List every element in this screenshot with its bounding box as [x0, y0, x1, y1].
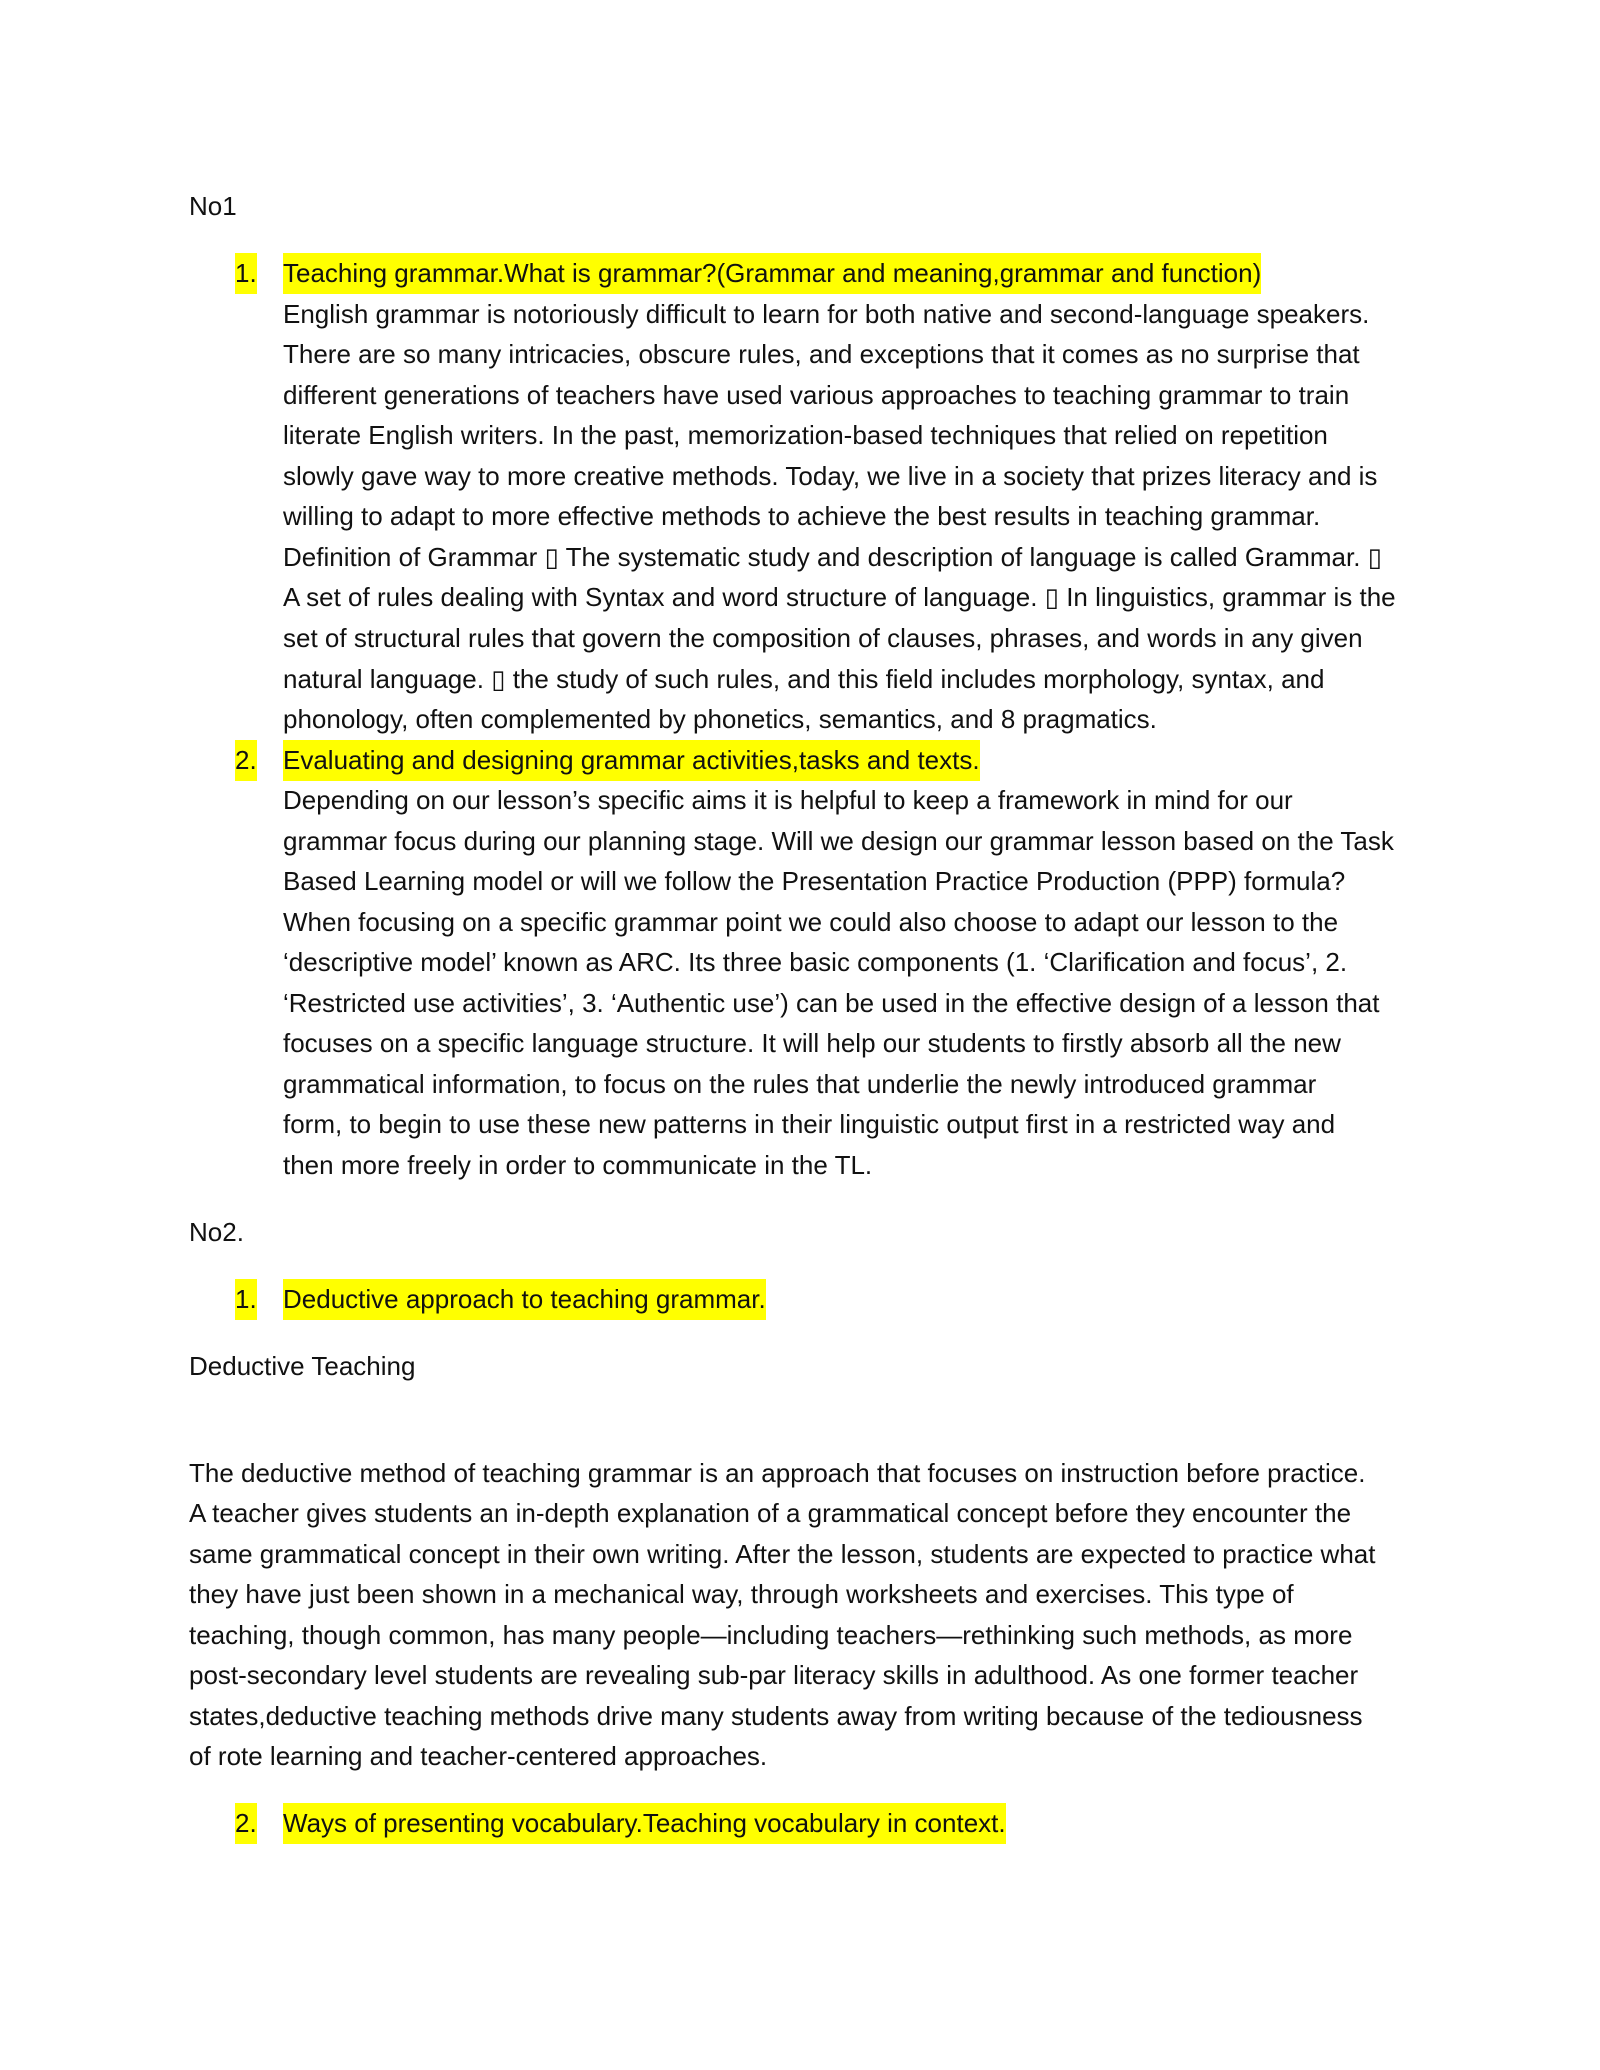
section-label-no1: No1 [189, 191, 237, 221]
list-number: 2. [235, 1803, 257, 1844]
list-heading: Ways of presenting vocabulary.Teaching vocabulary in context. [283, 1803, 1006, 1844]
body-line: A set of rules dealing with Syntax and word structure of language. ▯ In linguistics, grammar is the [283, 582, 1396, 612]
body-line: phonology, often complemented by phonetics, semantics, and 8 pragmatics. [283, 704, 1157, 734]
body-line: There are so many intricacies, obscure rules, and exceptions that it comes as no surprise that [283, 339, 1360, 369]
body-line: Based Learning model or will we follow the Presentation Practice Production (PPP) formula? [283, 866, 1346, 896]
body-line: willing to adapt to more effective methods to achieve the best results in teaching grammar. [283, 501, 1321, 531]
body-line: ‘Restricted use activities’, 3. ‘Authentic use’) can be used in the effective design of a lesson that [283, 988, 1380, 1018]
list-number: 2. [235, 740, 257, 781]
body-line: Definition of Grammar ▯ The systematic study and description of language is called Grammar. ▯ [283, 542, 1382, 572]
paragraph-line: states,deductive teaching methods drive many students away from writing because of the tediousness [189, 1701, 1363, 1731]
paragraph-line: they have just been shown in a mechanical way, through worksheets and exercises. This type of [189, 1579, 1294, 1609]
subheading: Deductive Teaching [189, 1351, 416, 1381]
body-line: Depending on our lesson’s specific aims it is helpful to keep a framework in mind for our [283, 785, 1293, 815]
body-line: grammatical information, to focus on the rules that underlie the newly introduced grammar [283, 1069, 1317, 1099]
paragraph-line: post-secondary level students are revealing sub-par literacy skills in adulthood. As one former teacher [189, 1660, 1359, 1690]
body-line: then more freely in order to communicate in the TL. [283, 1150, 873, 1180]
list-heading: Evaluating and designing grammar activities,tasks and texts. [283, 740, 980, 781]
list-heading: Deductive approach to teaching grammar. [283, 1279, 766, 1320]
section-label-no2: No2. [189, 1217, 244, 1247]
body-line: When focusing on a specific grammar point we could also choose to adapt our lesson to the [283, 907, 1339, 937]
body-line: ‘descriptive model’ known as ARC. Its three basic components (1. ‘Clarification and focus’, 2. [283, 947, 1348, 977]
body-line: slowly gave way to more creative methods. Today, we live in a society that prizes literacy and is [283, 461, 1378, 491]
paragraph-line: same grammatical concept in their own writing. After the lesson, students are expected to practice what [189, 1539, 1376, 1569]
body-line: focuses on a specific language structure. It will help our students to firstly absorb all the new [283, 1028, 1341, 1058]
body-line: grammar focus during our planning stage. Will we design our grammar lesson based on the Task [283, 826, 1394, 856]
list-number: 1. [235, 253, 257, 294]
body-line: set of structural rules that govern the composition of clauses, phrases, and words in any given [283, 623, 1363, 653]
body-line: different generations of teachers have used various approaches to teaching grammar to train [283, 380, 1350, 410]
list-number: 1. [235, 1279, 257, 1320]
paragraph-line: of rote learning and teacher-centered approaches. [189, 1741, 768, 1771]
body-line: literate English writers. In the past, memorization-based techniques that relied on repetition [283, 420, 1328, 450]
body-line: English grammar is notoriously difficult to learn for both native and second-language speakers. [283, 299, 1370, 329]
paragraph-line: teaching, though common, has many people—including teachers—rethinking such methods, as more [189, 1620, 1353, 1650]
paragraph-line: The deductive method of teaching grammar is an approach that focuses on instruction before practice. [189, 1458, 1366, 1488]
list-heading: Teaching grammar.What is grammar?(Grammar and meaning,grammar and function) [283, 253, 1261, 294]
body-line: natural language. ▯ the study of such rules, and this field includes morphology, syntax, and [283, 664, 1325, 694]
body-line: form, to begin to use these new patterns in their linguistic output first in a restricted way and [283, 1109, 1336, 1139]
paragraph-line: A teacher gives students an in-depth explanation of a grammatical concept before they encounter the [189, 1498, 1352, 1528]
